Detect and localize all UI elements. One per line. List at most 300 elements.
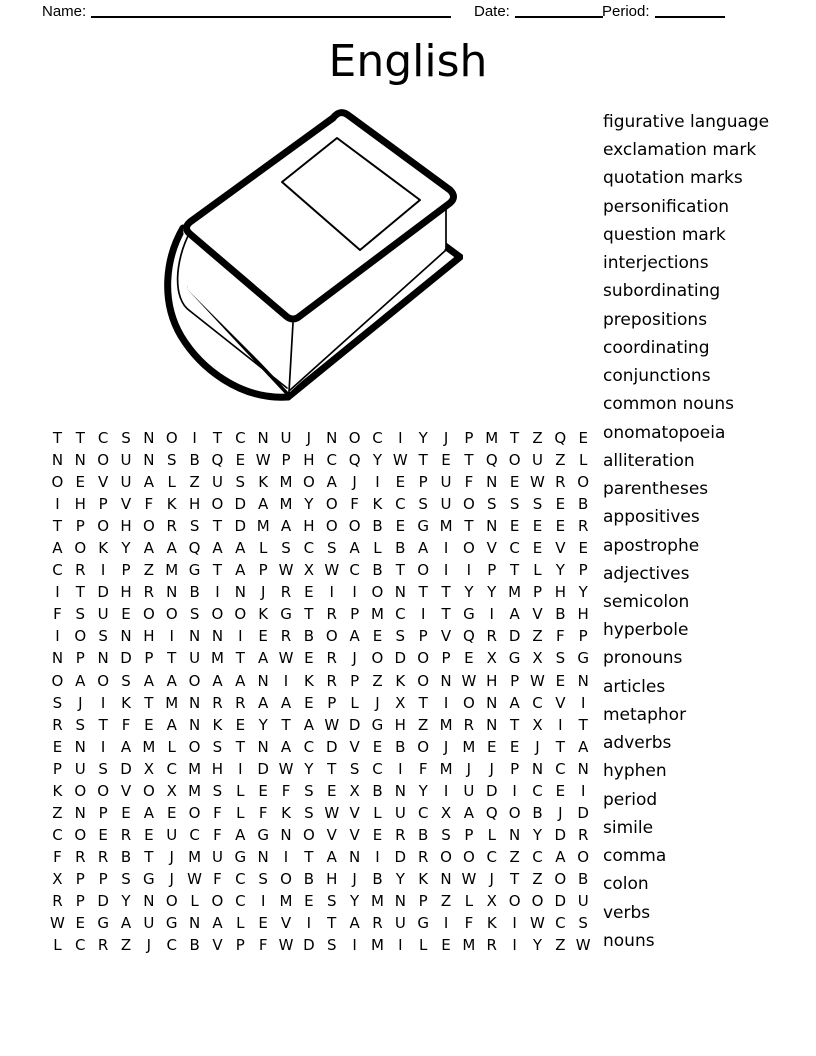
grid-letter: E	[327, 781, 337, 800]
grid-letter: P	[418, 891, 428, 910]
grid-letter: B	[372, 561, 383, 580]
grid-letter: M	[279, 495, 293, 514]
grid-letter: E	[395, 517, 406, 536]
grid-letter: J	[352, 869, 357, 888]
grid-letter: M	[188, 759, 202, 778]
grid-letter: T	[464, 451, 474, 470]
grid-letter: T	[212, 517, 223, 536]
grid-letter: S	[52, 693, 63, 712]
grid-letter: L	[373, 539, 382, 558]
grid-letter: U	[211, 847, 223, 866]
grid-letter: E	[555, 495, 566, 514]
grid-letter: O	[234, 605, 247, 624]
grid-letter: U	[189, 649, 201, 668]
grid-letter: A	[349, 539, 360, 558]
grid-letter: N	[257, 671, 269, 690]
grid-letter: R	[75, 847, 86, 866]
grid-letter: O	[325, 517, 338, 536]
grid-letter: E	[578, 429, 588, 447]
grid-letter: N	[166, 583, 178, 602]
grid-letter: W	[187, 869, 202, 888]
grid-letter: N	[486, 693, 498, 712]
word-list-item: appositives	[603, 507, 700, 528]
grid-letter: A	[349, 914, 360, 933]
grid-letter: V	[120, 495, 132, 514]
grid-letter: I	[443, 561, 449, 580]
grid-letter: K	[395, 671, 406, 690]
grid-letter: I	[512, 781, 517, 800]
grid-letter: Q	[462, 627, 475, 646]
grid-letter: C	[417, 803, 429, 822]
grid-letter: S	[578, 914, 588, 933]
grid-letter: P	[75, 891, 85, 910]
grid-letter: O	[211, 605, 224, 624]
grid-letter: G	[188, 561, 201, 580]
grid-letter: J	[169, 869, 174, 888]
grid-letter: N	[257, 847, 269, 866]
grid-letter: U	[97, 605, 109, 624]
grid-letter: Y	[350, 891, 360, 910]
grid-letter: R	[120, 825, 132, 844]
grid-letter: P	[418, 473, 428, 492]
grid-letter: O	[188, 803, 201, 822]
word-list-item: interjections	[603, 253, 709, 274]
grid-letter: A	[120, 737, 132, 756]
grid-letter: A	[258, 693, 269, 712]
grid-letter: E	[509, 473, 520, 492]
grid-letter: D	[120, 759, 132, 778]
grid-letter: E	[304, 891, 314, 910]
grid-letter: F	[258, 803, 268, 822]
grid-letter: B	[189, 936, 200, 955]
grid-letter: S	[212, 781, 223, 800]
grid-letter: T	[75, 583, 85, 602]
grid-letter: N	[143, 891, 155, 910]
grid-letter: M	[165, 693, 179, 712]
grid-letter: I	[398, 429, 403, 447]
grid-letter: A	[166, 671, 177, 690]
grid-letter: R	[97, 936, 109, 955]
grid-letter: C	[303, 539, 315, 558]
grid-letter: W	[324, 803, 340, 822]
word-list-item: semicolon	[603, 591, 690, 612]
grid-letter: V	[349, 803, 360, 822]
grid-letter: E	[555, 671, 566, 690]
grid-letter: E	[509, 737, 520, 756]
grid-letter: L	[373, 803, 382, 822]
grid-letter: E	[258, 627, 268, 646]
grid-letter: N	[394, 781, 406, 800]
grid-letter: D	[554, 891, 567, 910]
grid-letter: O	[302, 825, 315, 844]
grid-letter: R	[326, 649, 337, 668]
grid-letter: N	[257, 429, 269, 447]
grid-letter: L	[579, 451, 588, 470]
grid-letter: E	[75, 914, 86, 933]
grid-letter: O	[371, 649, 384, 668]
grid-letter: U	[394, 803, 406, 822]
grid-letter: E	[372, 737, 383, 756]
grid-letter: A	[349, 627, 360, 646]
grid-letter: U	[394, 914, 406, 933]
grid-letter: Y	[532, 825, 543, 844]
grid-letter: I	[55, 627, 60, 646]
grid-letter: M	[279, 473, 293, 492]
grid-letter: J	[78, 693, 83, 712]
grid-letter: D	[485, 781, 498, 800]
grid-letter: N	[440, 869, 452, 888]
grid-letter: I	[443, 914, 449, 933]
grid-letter: R	[52, 715, 63, 734]
grid-letter: B	[532, 803, 543, 822]
grid-letter: Q	[211, 451, 224, 470]
grid-letter: F	[464, 473, 474, 492]
grid-letter: T	[418, 583, 428, 602]
grid-letter: G	[234, 847, 247, 866]
grid-letter: N	[188, 693, 201, 712]
word-list-item: comma	[603, 846, 667, 867]
grid-letter: O	[97, 781, 110, 800]
grid-letter: V	[486, 539, 497, 558]
grid-letter: B	[418, 825, 429, 844]
grid-letter: C	[326, 451, 337, 470]
grid-letter: E	[166, 803, 177, 822]
grid-letter: H	[554, 583, 566, 602]
grid-letter: M	[370, 936, 384, 955]
grid-letter: S	[121, 429, 131, 447]
grid-letter: J	[352, 473, 357, 492]
grid-letter: L	[236, 914, 245, 933]
grid-letter: T	[235, 737, 245, 756]
grid-letter: W	[461, 671, 477, 690]
period-blank-line	[655, 3, 725, 18]
grid-letter: M	[370, 605, 384, 624]
grid-letter: C	[532, 693, 543, 712]
grid-letter: B	[578, 869, 589, 888]
grid-letter: Y	[464, 583, 474, 602]
grid-letter: S	[555, 649, 566, 668]
grid-letter: U	[440, 495, 452, 514]
grid-letter: P	[418, 627, 428, 646]
word-list-item: subordinating	[603, 281, 721, 302]
grid-letter: O	[462, 539, 475, 558]
grid-letter: S	[395, 627, 406, 646]
grid-letter: I	[443, 781, 449, 800]
grid-letter: O	[165, 429, 178, 447]
grid-letter: M	[188, 781, 202, 800]
grid-letter: F	[556, 627, 565, 646]
grid-letter: A	[143, 671, 154, 690]
grid-letter: W	[530, 914, 545, 933]
grid-letter: O	[165, 605, 178, 624]
grid-letter: C	[555, 759, 566, 778]
grid-letter: C	[97, 429, 109, 447]
grid-letter: A	[166, 715, 177, 734]
name-field	[42, 1, 451, 20]
grid-letter: A	[52, 539, 63, 558]
grid-letter: M	[165, 561, 179, 580]
grid-letter: S	[326, 936, 337, 955]
grid-letter: O	[371, 583, 384, 602]
grid-letter: W	[530, 671, 545, 690]
grid-letter: N	[51, 649, 64, 668]
grid-letter: B	[578, 495, 589, 514]
grid-letter: O	[142, 605, 155, 624]
grid-letter: B	[189, 583, 200, 602]
grid-letter: M	[439, 517, 453, 536]
grid-letter: P	[75, 649, 85, 668]
grid-letter: T	[418, 693, 428, 712]
grid-letter: R	[280, 627, 292, 646]
grid-letter: W	[461, 869, 477, 888]
grid-letter: O	[51, 473, 64, 492]
grid-letter: Q	[348, 451, 361, 470]
grid-letter: H	[303, 451, 315, 470]
grid-letter: A	[509, 693, 520, 712]
grid-letter: O	[302, 473, 315, 492]
grid-letter: E	[372, 825, 383, 844]
grid-letter: A	[235, 539, 246, 558]
grid-letter: Y	[418, 781, 428, 800]
grid-letter: I	[352, 936, 357, 955]
grid-letter: K	[372, 495, 383, 514]
grid-letter: A	[143, 473, 154, 492]
grid-letter: P	[235, 936, 245, 955]
grid-letter: O	[577, 473, 590, 492]
word-list-item: common nouns	[603, 394, 735, 415]
grid-letter: I	[443, 539, 449, 558]
grid-letter: K	[166, 495, 177, 514]
grid-letter: R	[235, 693, 246, 712]
grid-letter: B	[120, 847, 132, 866]
grid-letter: O	[211, 891, 224, 910]
grid-letter: A	[235, 561, 246, 580]
grid-letter: P	[75, 517, 85, 536]
grid-letter: O	[508, 891, 521, 910]
grid-letter: N	[326, 429, 338, 447]
grid-letter: T	[235, 649, 245, 668]
grid-letter: U	[531, 451, 543, 470]
grid-letter: F	[121, 715, 131, 734]
grid-letter: S	[121, 869, 131, 888]
grid-letter: A	[326, 473, 337, 492]
grid-letter: Y	[372, 451, 383, 470]
grid-letter: I	[443, 693, 449, 712]
grid-letter: I	[283, 847, 289, 866]
grid-letter: C	[235, 891, 246, 910]
grid-letter: E	[75, 473, 86, 492]
grid-letter: E	[487, 737, 497, 756]
grid-letter: X	[532, 649, 543, 668]
grid-letter: A	[258, 649, 269, 668]
grid-letter: G	[143, 869, 155, 888]
grid-letter: O	[74, 781, 87, 800]
grid-letter: P	[464, 429, 474, 447]
grid-letter: D	[234, 517, 247, 536]
grid-letter: X	[349, 781, 360, 800]
grid-letter: A	[326, 847, 337, 866]
word-list-item: simile	[603, 817, 654, 838]
grid-letter: I	[398, 936, 403, 955]
grid-letter: O	[440, 847, 452, 866]
word-list-item: onomatopoeia	[603, 422, 726, 443]
grid-letter: Y	[121, 891, 131, 910]
grid-letter: I	[580, 781, 586, 800]
grid-letter: Q	[485, 803, 498, 822]
grid-letter: F	[213, 803, 222, 822]
grid-letter: P	[75, 869, 85, 888]
grid-letter: O	[280, 869, 292, 888]
grid-letter: E	[304, 583, 314, 602]
grid-letter: O	[508, 803, 521, 822]
grid-letter: C	[372, 759, 383, 778]
grid-letter: P	[52, 759, 62, 778]
grid-letter: O	[417, 649, 430, 668]
grid-letter: S	[304, 803, 314, 822]
grid-letter: O	[74, 539, 87, 558]
grid-letter: I	[375, 473, 380, 492]
grid-letter: W	[278, 759, 294, 778]
grid-letter: T	[167, 649, 177, 668]
grid-letter: S	[258, 869, 268, 888]
grid-letter: S	[235, 473, 246, 492]
grid-letter: M	[439, 759, 453, 778]
grid-letter: M	[508, 583, 522, 602]
name-blank-line	[91, 3, 451, 18]
grid-letter: N	[394, 891, 406, 910]
grid-letter: Y	[304, 495, 314, 514]
grid-letter: J	[443, 429, 449, 447]
grid-letter: G	[165, 914, 178, 933]
grid-letter: O	[325, 627, 338, 646]
grid-letter: V	[349, 737, 360, 756]
grid-letter: N	[486, 715, 498, 734]
grid-letter: T	[304, 847, 314, 866]
period-label: Period:	[602, 3, 650, 20]
word-list-item: conjunctions	[603, 366, 711, 387]
grid-letter: M	[279, 891, 293, 910]
grid-letter: E	[555, 781, 566, 800]
grid-letter: G	[577, 649, 589, 668]
grid-letter: M	[370, 891, 384, 910]
grid-letter: Z	[532, 429, 543, 447]
grid-letter: I	[238, 627, 243, 646]
grid-letter: V	[555, 539, 566, 558]
grid-letter: O	[462, 847, 475, 866]
grid-letter: V	[349, 825, 360, 844]
grid-letter: E	[144, 715, 154, 734]
grid-letter: R	[143, 583, 155, 602]
grid-letter: S	[98, 627, 108, 646]
grid-letter: M	[462, 737, 476, 756]
grid-letter: D	[234, 495, 247, 514]
grid-letter: O	[188, 671, 201, 690]
grid-letter: N	[120, 627, 132, 646]
grid-letter: E	[235, 451, 246, 470]
word-list-item: figurative language	[603, 112, 770, 132]
grid-letter: C	[349, 561, 360, 580]
grid-letter: J	[535, 737, 540, 756]
grid-letter: A	[212, 539, 223, 558]
grid-letter: F	[53, 605, 62, 624]
grid-letter: W	[392, 451, 408, 470]
grid-letter: R	[75, 561, 86, 580]
grid-letter: J	[466, 759, 472, 778]
grid-letter: E	[578, 539, 588, 558]
grid-letter: E	[304, 649, 314, 668]
grid-letter: X	[303, 561, 315, 580]
grid-letter: K	[121, 693, 131, 712]
grid-letter: K	[303, 671, 314, 690]
grid-letter: X	[532, 715, 543, 734]
grid-letter: T	[510, 715, 520, 734]
grid-letter: Q	[485, 451, 498, 470]
grid-letter: V	[555, 693, 566, 712]
grid-letter: S	[441, 825, 451, 844]
grid-letter: F	[53, 847, 62, 866]
grid-letter: Z	[509, 847, 520, 866]
grid-letter: S	[509, 495, 520, 514]
grid-letter: R	[486, 936, 497, 955]
word-list-item: verbs	[603, 902, 651, 923]
grid-letter: P	[281, 451, 291, 470]
grid-letter: D	[554, 825, 567, 844]
grid-letter: N	[257, 737, 269, 756]
grid-letter: D	[348, 715, 361, 734]
grid-letter: C	[532, 847, 543, 866]
grid-letter: Z	[555, 936, 566, 955]
grid-letter: P	[441, 649, 451, 668]
grid-letter: P	[327, 693, 337, 712]
grid-letter: O	[462, 693, 475, 712]
grid-letter: C	[532, 781, 543, 800]
grid-letter: S	[281, 539, 291, 558]
grid-letter: E	[395, 473, 406, 492]
grid-letter: X	[440, 803, 452, 822]
grid-letter: O	[417, 561, 430, 580]
grid-letter: E	[532, 517, 543, 536]
grid-letter: N	[486, 517, 498, 536]
grid-letter: P	[350, 605, 360, 624]
grid-letter: A	[120, 914, 132, 933]
grid-letter: A	[280, 517, 292, 536]
grid-letter: C	[509, 539, 520, 558]
grid-letter: C	[235, 429, 246, 447]
grid-letter: H	[74, 495, 86, 514]
grid-letter: T	[212, 429, 223, 447]
grid-letter: G	[417, 914, 429, 933]
grid-letter: O	[188, 737, 201, 756]
grid-letter: C	[75, 936, 86, 955]
date-label: Date:	[474, 3, 510, 20]
grid-letter: S	[166, 451, 177, 470]
word-list-item: nouns	[603, 930, 655, 951]
grid-letter: W	[278, 649, 294, 668]
grid-letter: Y	[418, 429, 428, 447]
grid-letter: W	[324, 715, 340, 734]
word-search-grid	[46, 427, 595, 956]
grid-letter: O	[554, 869, 567, 888]
grid-letter: W	[278, 561, 294, 580]
grid-letter: P	[578, 561, 588, 580]
grid-letter: K	[212, 715, 223, 734]
grid-letter: O	[51, 671, 64, 690]
grid-letter: D	[325, 737, 338, 756]
grid-letter: P	[258, 561, 268, 580]
grid-letter: S	[75, 715, 86, 734]
grid-letter: G	[508, 649, 521, 668]
grid-letter: P	[532, 583, 542, 602]
